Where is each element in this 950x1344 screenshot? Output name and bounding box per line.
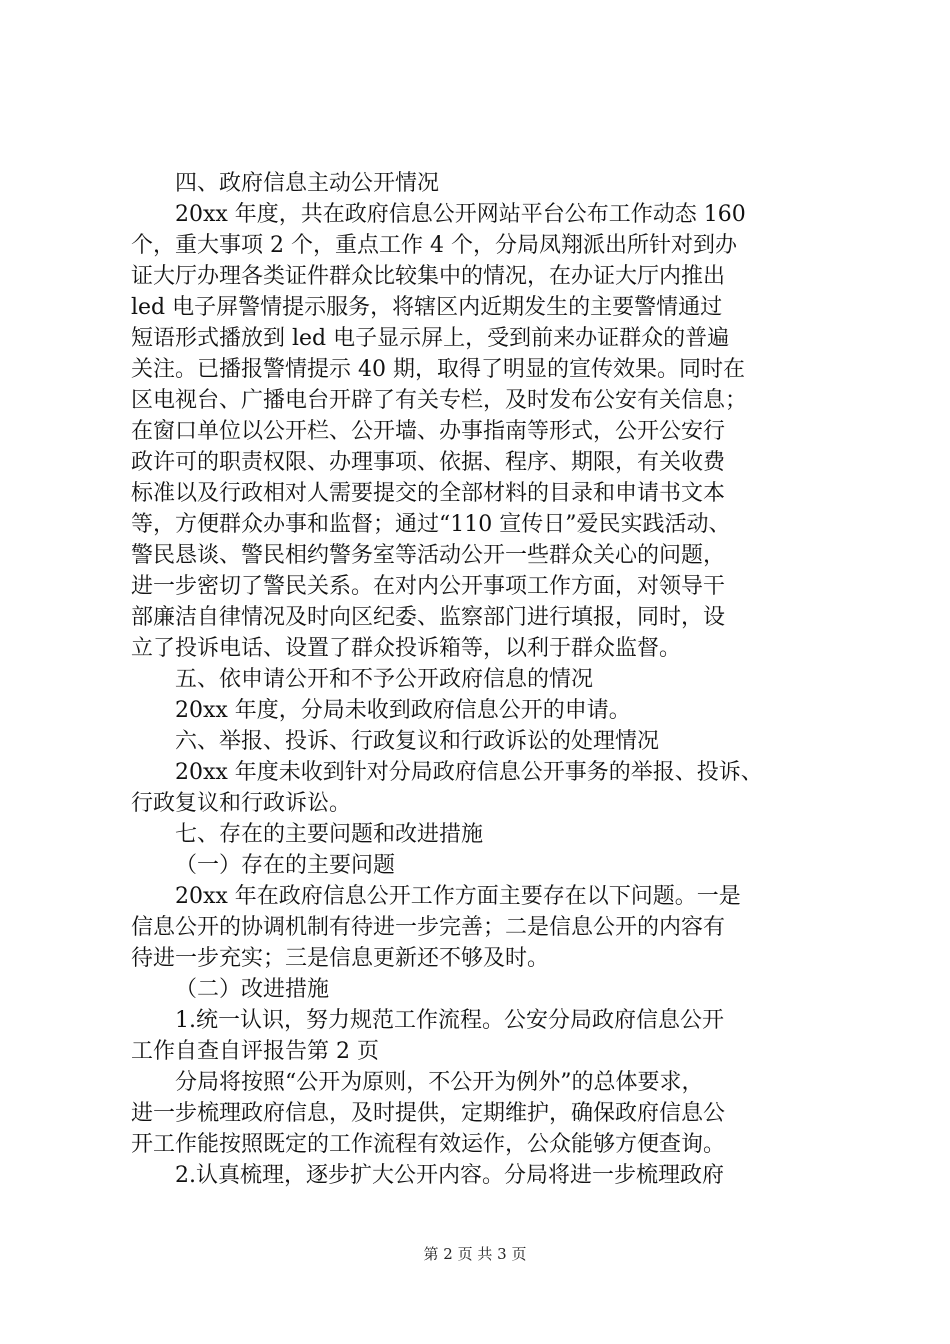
text-line: 个，重大事项 2 个，重点工作 4 个，分局凤翔派出所针对到办 bbox=[131, 233, 737, 258]
text-line: 待进一步充实；三是信息更新还不够及时。 bbox=[131, 946, 550, 971]
text-line: 标准以及行政相对人需要提交的全部材料的目录和申请书文本 bbox=[131, 481, 726, 506]
document-body bbox=[131, 168, 841, 1191]
text-line: 在窗口单位以公开栏、公开墙、办事指南等形式，公开公安行 bbox=[131, 419, 726, 444]
text-line: 四、政府信息主动公开情况 bbox=[175, 171, 440, 196]
text-line: （一）存在的主要问题 bbox=[175, 853, 396, 878]
text-line: 短语形式播放到 led 电子显示屏上，受到前来办证群众的普遍 bbox=[131, 326, 730, 351]
text-line: 开工作能按照既定的工作流程有效运作，公众能够方便查询。 bbox=[131, 1132, 726, 1157]
text-line: 行政复议和行政诉讼。 bbox=[131, 791, 352, 816]
text-line: 等，方便群众办事和监督；通过“110 宣传日”爱民实践活动、 bbox=[131, 512, 731, 537]
page-footer: 第 2 页 共 3 页 bbox=[423, 1245, 527, 1263]
text-line: 立了投诉电话、设置了群众投诉箱等，以利于群众监督。 bbox=[131, 636, 682, 661]
text-line: 关注。已播报警情提示 40 期，取得了明显的宣传效果。同时在 bbox=[131, 357, 745, 382]
text-line: 部廉洁自律情况及时向区纪委、监察部门进行填报，同时，设 bbox=[131, 605, 726, 630]
text-line: 进一步密切了警民关系。在对内公开事项工作方面，对领导干 bbox=[131, 574, 726, 599]
text-line: 20xx 年度，共在政府信息公开网站平台公布工作动态 160 bbox=[175, 202, 746, 227]
text-line: 20xx 年度，分局未收到政府信息公开的申请。 bbox=[175, 698, 631, 723]
text-line: 信息公开的协调机制有待进一步完善；二是信息公开的内容有 bbox=[131, 915, 726, 940]
text-line: 政许可的职责权限、办理事项、依据、程序、期限，有关收费 bbox=[131, 450, 726, 475]
text-line: 进一步梳理政府信息，及时提供，定期维护，确保政府信息公 bbox=[131, 1101, 726, 1126]
text-line: 1.统一认识，努力规范工作流程。公安分局政府信息公开 bbox=[175, 1008, 724, 1033]
text-line: 警民恳谈、警民相约警务室等活动公开一些群众关心的问题， bbox=[131, 543, 726, 568]
text-line: 20xx 年在政府信息公开工作方面主要存在以下问题。一是 bbox=[175, 884, 741, 909]
text-line: 六、举报、投诉、行政复议和行政诉讼的处理情况 bbox=[175, 729, 660, 754]
text-line: 分局将按照“公开为原则，不公开为例外”的总体要求， bbox=[175, 1070, 704, 1095]
text-line: 2.认真梳理，逐步扩大公开内容。分局将进一步梳理政府 bbox=[175, 1163, 724, 1188]
text-line: 区电视台、广播电台开辟了有关专栏，及时发布公安有关信息； bbox=[131, 388, 748, 413]
text-line: led 电子屏警情提示服务，将辖区内近期发生的主要警情通过 bbox=[131, 295, 723, 320]
text-line: 五、依申请公开和不予公开政府信息的情况 bbox=[175, 667, 594, 692]
text-line: 工作自查自评报告第 2 页 bbox=[131, 1039, 379, 1064]
text-line: （二）改进措施 bbox=[175, 977, 330, 1002]
text-line: 证大厅办理各类证件群众比较集中的情况，在办证大厅内推出 bbox=[131, 264, 726, 289]
text-line: 20xx 年度未收到针对分局政府信息公开事务的举报、投诉、 bbox=[175, 760, 763, 785]
text-line: 七、存在的主要问题和改进措施 bbox=[175, 822, 484, 847]
